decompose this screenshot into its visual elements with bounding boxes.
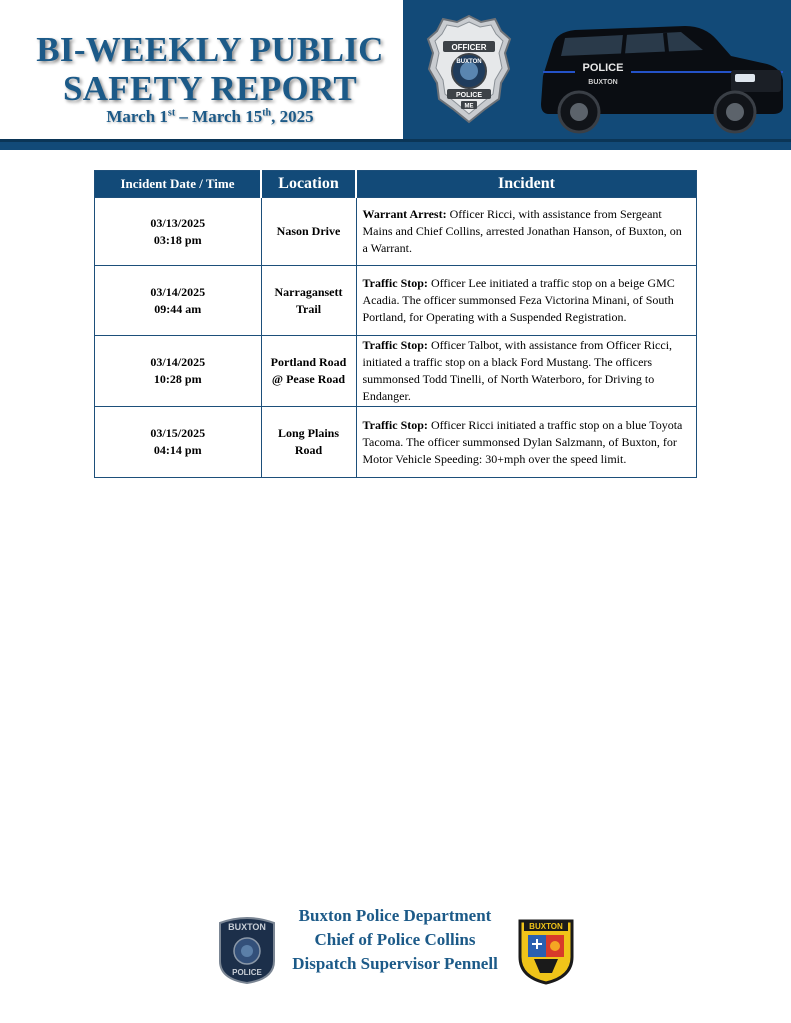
title-line-1: BI-WEEKLY PUBLIC xyxy=(36,30,384,69)
incident-table xyxy=(94,170,697,478)
column-header-location: Location xyxy=(261,171,356,198)
table-row xyxy=(95,336,697,407)
incident-type: Traffic Stop: xyxy=(362,338,428,352)
incident-description-cell xyxy=(356,407,697,478)
footer-chief: Chief of Police Collins xyxy=(314,930,476,949)
patch-top-text: BUXTON xyxy=(228,922,266,932)
incident-location: Nason Drive xyxy=(261,198,356,266)
incident-type: Warrant Arrest: xyxy=(362,207,447,221)
incident-date: 03/14/2025 xyxy=(150,355,206,369)
incident-location: Narragansett Trail xyxy=(261,266,356,336)
report-title xyxy=(0,30,420,108)
incident-date: 03/15/2025 xyxy=(150,426,206,440)
footer-signature xyxy=(280,904,510,976)
incident-location: Long Plains Road xyxy=(261,407,356,478)
incident-type: Traffic Stop: xyxy=(362,417,428,432)
incident-description: Officer Ricci, with assistance from Sergeant Mains and Chief Collins, arrested Jonathan Hanson, of Buxton, on a Warrant. xyxy=(362,207,682,255)
incident-date: 03/14/2025 xyxy=(150,284,206,299)
date-end-suffix: th xyxy=(262,107,272,119)
incident-type: Traffic Stop: xyxy=(362,276,428,290)
incident-date-cell xyxy=(95,407,262,478)
column-header-date: Incident Date / Time xyxy=(95,171,262,198)
incident-description: Officer Talbot, with assistance from Officer Ricci, initiated a traffic stop on a black Ford Mustang. The officers summonsed Todd Tinelli, of North Waterboro, for Driving to Endanger. xyxy=(362,338,673,403)
incident-description-cell xyxy=(356,198,697,266)
incident-date-cell xyxy=(95,198,262,266)
table-header-row xyxy=(95,171,697,198)
header-divider xyxy=(0,139,791,142)
date-end: – March 15 xyxy=(175,107,263,126)
footer-dispatch: Dispatch Supervisor Pennell xyxy=(292,954,498,973)
date-start-suffix: st xyxy=(167,107,176,119)
incident-time: 04:14 pm xyxy=(153,443,202,457)
badge-town-text: BUXTON xyxy=(456,59,482,65)
report-date-range xyxy=(0,106,420,128)
car-police-text: POLICE xyxy=(582,62,624,74)
badge-state-text: ME xyxy=(464,103,474,110)
incident-date-cell xyxy=(95,266,262,336)
table-row xyxy=(95,266,697,336)
table-row xyxy=(95,198,697,266)
title-line-2: SAFETY REPORT xyxy=(62,69,358,108)
table-row xyxy=(95,407,697,478)
footer-department: Buxton Police Department xyxy=(298,906,492,925)
incident-description: Officer Lee initiated a traffic stop on a beige GMC Acadia. The officer summonsed Feza Victorina Minani, of South Portland, for Operating with a Suspended Registration. xyxy=(362,276,675,324)
fire-rescue-patch-icon xyxy=(514,915,578,985)
incident-date-cell xyxy=(95,336,262,407)
incident-date: 03/13/2025 xyxy=(150,215,206,230)
badge-police-text: POLICE xyxy=(455,92,483,99)
officer-badge-icon xyxy=(425,13,513,125)
date-start: March 1 xyxy=(106,107,168,126)
column-header-incident: Incident xyxy=(356,171,697,198)
incident-time: 03:18 pm xyxy=(153,232,202,247)
incident-description-cell xyxy=(356,336,697,407)
incident-location: Portland Road @ Pease Road xyxy=(261,336,356,407)
incident-time: 10:28 pm xyxy=(153,372,202,386)
badge-officer-text: OFFICER xyxy=(451,43,487,52)
header-banner xyxy=(0,0,791,150)
police-car-image xyxy=(535,14,787,136)
incident-time: 09:44 am xyxy=(154,301,202,316)
car-town-text: BUXTON xyxy=(588,79,618,86)
fire-patch-top-text: BUXTON xyxy=(529,922,563,931)
date-year: , 2025 xyxy=(271,107,314,126)
incident-description-cell xyxy=(356,266,697,336)
police-patch-icon xyxy=(216,913,278,985)
incident-description: Officer Ricci initiated a traffic stop on a blue Toyota Tacoma. The officer summonsed Dylan Salzmann, of Buxton, for Motor Vehicle Speeding: 30+mph over the speed limit. xyxy=(362,417,683,466)
patch-bottom-text: POLICE xyxy=(232,968,262,977)
